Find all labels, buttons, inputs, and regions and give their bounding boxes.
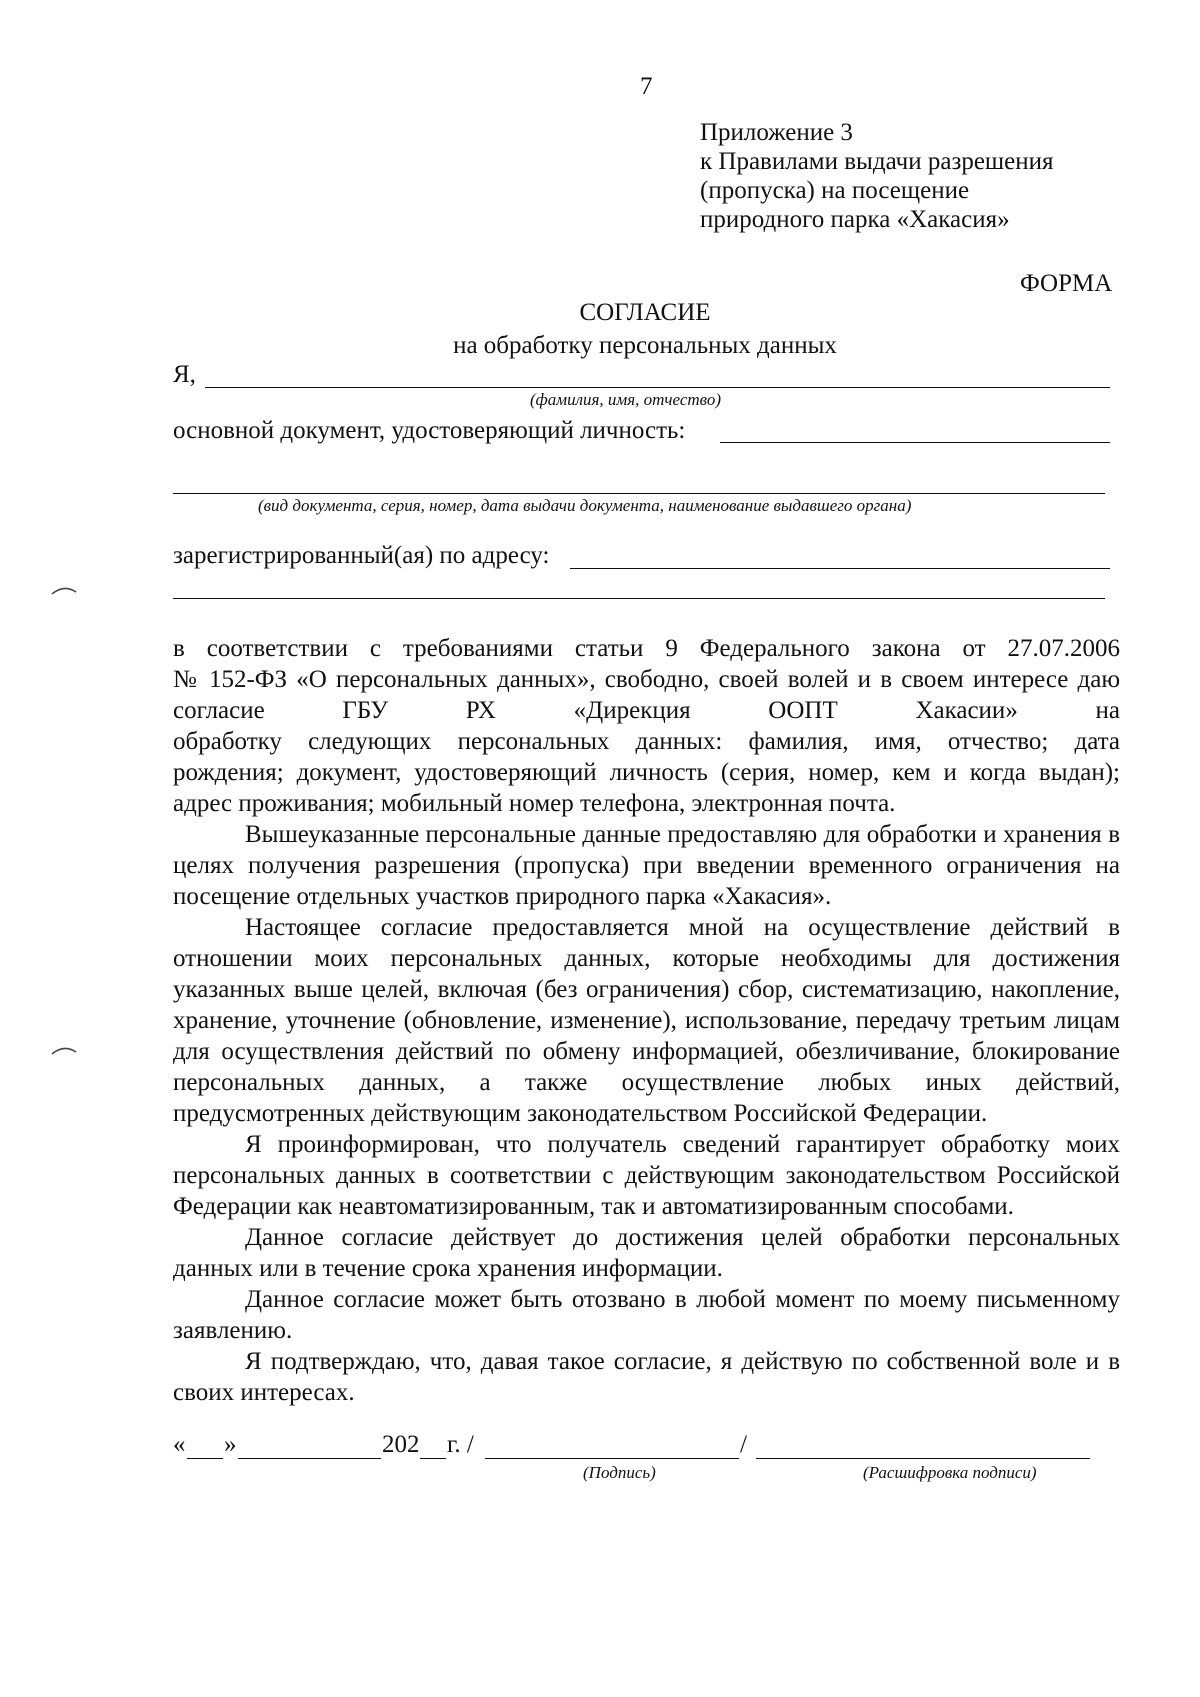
date-quote-close: » xyxy=(224,1431,237,1458)
paragraph-1 xyxy=(173,633,1120,819)
document-subtitle: на обработку персональных данных xyxy=(453,332,837,359)
doc-label: основной документ, удостоверяющий личность: xyxy=(173,417,686,444)
paragraph-2: Вышеуказанные персональные данные предоставляю для обработки и хранения в целях получения разрешения (пропуска) при введении временного ограничения на посещение отдельных участков природного парка «Хакасия». xyxy=(173,821,1120,910)
address-label: зарегистрированный(ая) по адресу: xyxy=(173,542,550,569)
fio-field[interactable] xyxy=(205,387,1110,388)
date-quote-open: « xyxy=(173,1431,186,1458)
date-year-field[interactable] xyxy=(420,1458,446,1459)
signature-field[interactable] xyxy=(485,1458,739,1459)
paragraph-4: Я проинформирован, что получатель сведений гарантирует обработку моих персональных данных в соответствии с действующим законодательством Российской Федерации как неавтоматизированным, так и автоматизированным способами. xyxy=(173,1131,1120,1220)
page-number: 7 xyxy=(640,73,653,100)
scan-mark xyxy=(50,580,80,600)
paragraph-5: Данное согласие действует до достижения целей обработки персональных данных или в течение срока хранения информации. xyxy=(173,1224,1120,1282)
doc-field-line2[interactable] xyxy=(173,493,1105,494)
signature-decode-hint: (Расшифровка подписи) xyxy=(863,1463,1037,1482)
appendix-line: (пропуска) на посещение xyxy=(700,177,970,204)
appendix-line: к Правилами выдачи разрешения xyxy=(700,148,1054,175)
fio-hint: (фамилия, имя, отчество) xyxy=(530,390,721,409)
text-line: № 152-ФЗ «О персональных данных», свободно, своей волей и в своем интересе даю xyxy=(173,666,1120,693)
signature-slash: / xyxy=(740,1431,747,1458)
paragraph-7: Я подтверждаю, что, давая такое согласие, я действую по собственной воле и в своих интересах. xyxy=(173,1348,1120,1406)
doc-hint: (вид документа, серия, номер, дата выдачи документа, наименование выдавшего органа) xyxy=(258,496,912,515)
date-year-suffix: г. / xyxy=(447,1431,474,1458)
document-title: СОГЛАСИЕ xyxy=(579,299,711,326)
text-line: обработку следующих персональных данных: фамилия, имя, отчество; дата xyxy=(173,728,1120,755)
address-field-line2[interactable] xyxy=(173,598,1105,599)
address-field[interactable] xyxy=(570,568,1110,569)
doc-field[interactable] xyxy=(720,442,1110,443)
scan-mark xyxy=(50,1040,80,1060)
consent-body xyxy=(173,633,1120,1408)
text-line: согласие ГБУ РХ «Дирекция ООПТ Хакасии» на xyxy=(173,697,1120,724)
form-label: ФОРМА xyxy=(1020,270,1113,297)
paragraph-6: Данное согласие может быть отозвано в любой момент по моему письменному заявлению. xyxy=(173,1286,1120,1344)
date-month-field[interactable] xyxy=(238,1458,381,1459)
signature-hint: (Подпись) xyxy=(583,1463,656,1482)
appendix-block xyxy=(700,118,1054,234)
text-line: в соответствии с требованиями статьи 9 Федерального закона от 27.07.2006 xyxy=(173,635,1120,662)
signature-decode-field[interactable] xyxy=(756,1458,1090,1459)
text-line: адрес проживания; мобильный номер телефона, электронная почта. xyxy=(173,790,896,817)
text-line: рождения; документ, удостоверяющий личность (серия, номер, кем и когда выдан); xyxy=(173,759,1120,786)
i-label: Я, xyxy=(173,361,196,388)
date-day-field[interactable] xyxy=(187,1458,223,1459)
paragraph-3: Настоящее согласие предоставляется мной на осуществление действий в отношении моих персональных данных, которые необходимы для достижения указанных выше целей, включая (без ограничения) сбор, систематизацию, накопление, хранение, уточнение (обновление, изменение), использование, передачу третьим лицам для осуществления действий по обмену информацией, обезличивание, блокирование персональных данных, а также осуществление любых иных действий, предусмотренных действующим законодательством Российской Федерации. xyxy=(173,914,1120,1127)
date-year-prefix: 202 xyxy=(382,1431,420,1458)
appendix-line: природного парка «Хакасия» xyxy=(700,206,1010,233)
appendix-line: Приложение 3 xyxy=(700,119,853,146)
